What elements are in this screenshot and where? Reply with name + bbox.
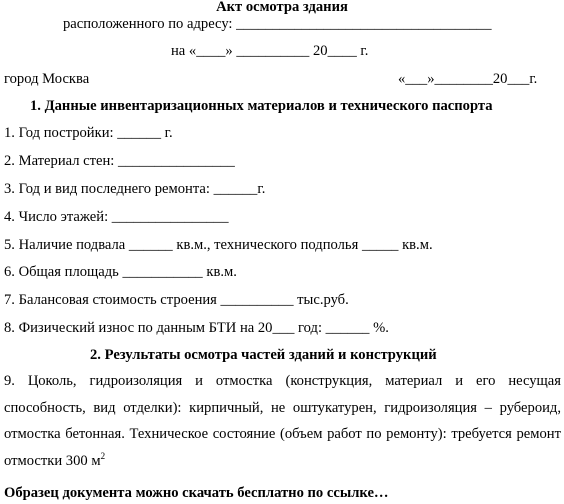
item-9-paragraph — [4, 368, 561, 474]
item-6-total-area: 6. Общая площадь ___________ кв.м. — [4, 264, 237, 280]
item-1-year-built: 1. Год постройки: ______ г. — [4, 125, 173, 141]
document-title: Акт осмотра здания — [216, 0, 348, 15]
section-1-heading: 1. Данные инвентаризационных материалов и технического паспорта — [30, 98, 493, 114]
section-2-heading: 2. Результаты осмотра частей зданий и конструкций — [90, 347, 437, 363]
inspection-date-line: на «____» __________ 20____ г. — [171, 43, 369, 59]
item-4-floors: 4. Число этажей: ________________ — [4, 209, 229, 225]
city-date: «___»________20___г. — [398, 71, 538, 87]
item-2-wall-material: 2. Материал стен: ________________ — [4, 153, 235, 169]
item-5-basement: 5. Наличие подвала ______ кв.м., технического подполья _____ кв.м. — [4, 237, 433, 253]
item-9-superscript: 2 — [100, 450, 106, 461]
city-label: город Москва — [4, 71, 90, 87]
item-7-balance-value: 7. Балансовая стоимость строения __________ тыс.руб. — [4, 292, 349, 308]
address-line: расположенного по адресу: ___________________________________ — [63, 16, 492, 32]
download-link-text[interactable]: Образец документа можно скачать бесплатно по ссылке… — [4, 485, 389, 501]
item-8-physical-wear: 8. Физический износ по данным БТИ на 20___ год: ______ %. — [4, 320, 389, 336]
item-9-text: 9. Цоколь, гидроизоляция и отмостка (конструкция, материал и его несущая способность, вид отделки): кирпичный, не оштукатурен, гидроизоляция – рубероид, отмостка бетонная. Техническое состояние (объем работ по ремонту): требуется ремонт отмостки 300 м — [4, 373, 561, 469]
item-3-last-repair: 3. Год и вид последнего ремонта: ______г. — [4, 181, 266, 197]
